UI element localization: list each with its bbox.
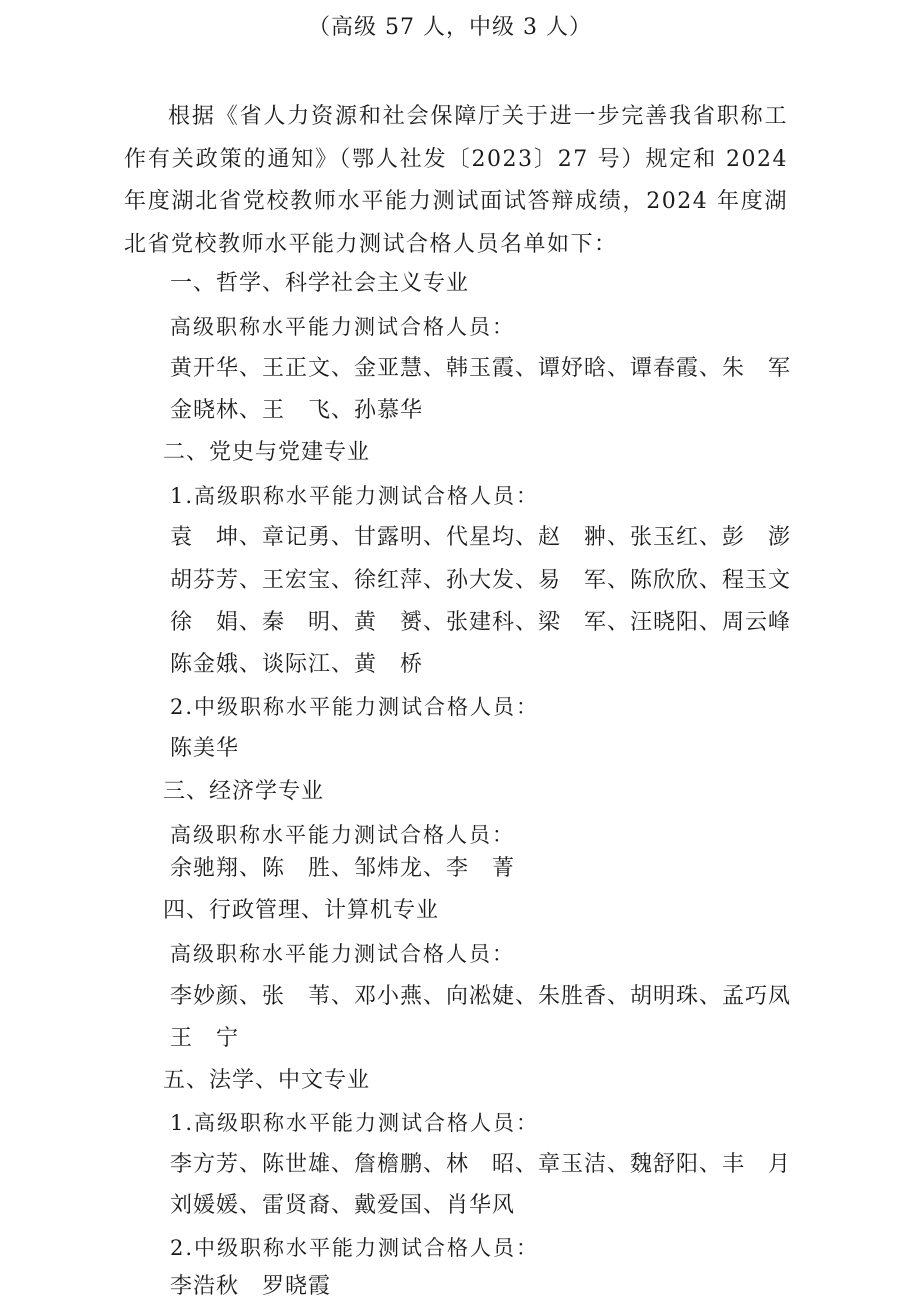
section-3-names-line-1: 余驰翔、陈 胜、邹炜龙、李 菁 [170,856,516,881]
section-4-heading: 四、行政管理、计算机专业 [163,898,440,923]
section-1-label: 高级职称水平能力测试合格人员： [170,315,515,339]
section-2-names-line-3: 徐 娟、秦 明、黄 赟、张建科、梁 军、汪晓阳、周云峰 [170,610,792,635]
section-5-names-intermediate: 李浩秋 罗晓霞 [170,1274,332,1299]
document-subtitle: （高级 57 人，中级 3 人） [308,15,592,40]
section-2-label-senior: 1.高级职称水平能力测试合格人员： [170,484,540,508]
section-4-label: 高级职称水平能力测试合格人员： [170,942,515,966]
section-3-heading: 三、经济学专业 [163,779,325,804]
section-2-names-line-1: 袁 坤、章记勇、甘露明、代星均、赵 翀、张玉红、彭 澎 [170,525,792,550]
section-1-heading: 一、哲学、科学社会主义专业 [170,271,470,296]
section-2-names-line-4: 陈金娥、谈际江、黄 桥 [170,652,424,677]
section-2-label-intermediate: 2.中级职称水平能力测试合格人员： [170,695,540,719]
section-5-label-senior: 1.高级职称水平能力测试合格人员： [170,1111,540,1135]
section-2-heading: 二、党史与党建专业 [163,440,371,465]
section-4-names-line-2: 王 宁 [170,1026,240,1051]
section-3-label: 高级职称水平能力测试合格人员： [170,823,515,847]
section-2-names-line-2: 胡芬芳、王宏宝、徐红萍、孙大发、易 军、陈欣欣、程玉文 [170,568,792,593]
section-5-label-intermediate: 2.中级职称水平能力测试合格人员： [170,1236,540,1260]
section-5-names-line-2: 刘媛媛、雷贤裔、戴爱国、肖华风 [170,1193,516,1218]
section-2-names-intermediate: 陈美华 [170,736,240,761]
section-1-names-line-1: 黄开华、王正文、金亚慧、韩玉霞、谭妤晗、谭春霞、朱 军 [170,356,792,381]
intro-paragraph: 根据《省人力资源和社会保障厅关于进一步完善我省职称工作有关政策的通知》（鄂人社发〔2023〕27 号）规定和 2024 年度湖北省党校教师水平能力测试面试答辩成绩，2024 年度湖北省党校教师水平能力测试合格人员名单如下： [124,104,788,257]
section-5-heading: 五、法学、中文专业 [163,1068,371,1093]
section-4-names-line-1: 李妙颜、张 苇、邓小燕、向凇婕、朱胜香、胡明珠、孟巧凤 [170,984,792,1009]
section-5-names-line-1: 李方芳、陈世雄、詹檐鹏、林 昭、章玉洁、魏舒阳、丰 月 [170,1152,792,1177]
section-1-names-line-2: 金晓林、王 飞、孙慕华 [170,398,424,423]
